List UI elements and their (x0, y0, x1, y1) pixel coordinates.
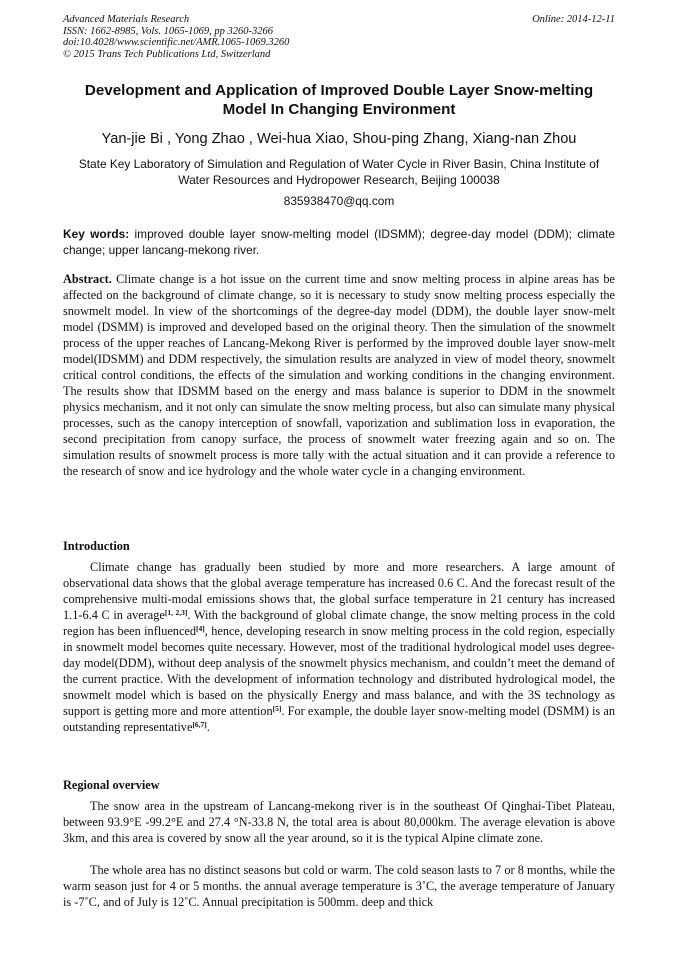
title-line-2: Model In Changing Environment (222, 100, 456, 118)
keywords-block (63, 227, 615, 258)
keywords-text: improved double layer snow-melting model (IDSMM); degree-day model (DDM); climate change; upper lancang-mekong river. (63, 227, 615, 257)
abstract-text: Climate change is a hot issue on the current time and snow melting process in alpine areas has be affected on the background of climate change, so it is necessary to study snow melting process especially the snowmelt model. In view of the shortcomings of the degree-day model (DDM), the double layer snow-melt model (DSMM) is improved and developed based on the original theory. Then the simulation of the snowmelt process of the upper reaches of Lancang-Mekong River is performed by the improved double layer snow-melt model(IDSMM) and DDM respectively, the simulation results are analyzed in view of model theory, snowmelt critical control conditions, the effects of the simulation and working conditions in the changing environment. The results show that IDSMM based on the energy and mass balance is superior to DDM in the snowmelt physics mechanism, and it not only can simulate the snow melting process, but also can simulate many physical processes, such as the canopy interception of snowfall, vaporization and sublimation loss in evaporation, the second precipitation from canopy surface, the process of snowmelt water freezing again and so on. The simulation results of snowmelt process is more tally with the actual situation and it can provide a reference to the research of snow and ice hydrology and the whole water cycle in a changing environment. (63, 272, 615, 478)
introduction-heading: Introduction (63, 539, 130, 553)
citation-ref: [5] (272, 704, 282, 713)
author-list: Yan-jie Bi , Yong Zhao , Wei-hua Xiao, Shou-ping Zhang, Xiang-nan Zhou (101, 131, 577, 147)
intro-text-4: . For example, the double layer snow-melting model (DSMM) is an outstanding representative (63, 704, 615, 734)
issn-line: ISSN: 1662-8985, Vols. 1065-1069, pp 3260-3266 (63, 25, 273, 37)
intro-text-5: . (206, 720, 210, 734)
intro-text-1: Climate change has gradually been studied by more and more researchers. A large amount of observational data shows that the global average temperature has increased 0.6 C. And the forecast result of the comprehensive multi-modal emissions shows that, the global surface temperature in 21 century has increased 1.1-6.4 C in average (63, 560, 615, 622)
doi-line[interactable]: doi:10.4028/www.scientific.net/AMR.1065-1069.3260 (63, 37, 290, 49)
abstract-block (63, 271, 615, 479)
journal-header (63, 14, 463, 60)
citation-ref: [6,7] (192, 720, 207, 729)
regional-overview-heading: Regional overview (63, 778, 160, 792)
journal-name: Advanced Materials Research (63, 14, 190, 25)
keywords-label: Key words: (63, 227, 130, 241)
paper-title (63, 82, 615, 119)
online-date: Online: 2014-12-11 (532, 14, 615, 25)
introduction-paragraph (63, 559, 615, 735)
title-line-1: Development and Application of Improved Double Layer Snow-melting (84, 82, 594, 99)
intro-text-2: . With the background of global climate change, the snow melting process in the cold region has been influenced (63, 608, 615, 638)
intro-text-3: , hence, developing research in snow melting process in the cold region, especially in snowmelt model becomes quite necessary. However, most of the traditional hydrological model uses degree-day model(DDM), without deep analysis of the snowmelt physics mechanism, and couldn’t meet the demand of the current practice. With the development of information technology and distributed hydrological model, the snowmelt model which is based on the physically Energy and mass balance, and with the 3S technology as support is getting more and more attention (63, 624, 615, 718)
abstract-label: Abstract. (63, 272, 112, 286)
citation-ref: [1, 2,3] (164, 608, 188, 617)
author-email[interactable]: 835938470@qq.com (283, 194, 395, 208)
regional-paragraph-2: The whole area has no distinct seasons but cold or warm. The cold season lasts to 7 or 8 months, while the warm season just for 4 or 5 months. the annual average temperature is 3˚C, the average temperature of January is -7˚C, and of July is 12˚C. Annual precipitation is 500mm. deep and thick (63, 863, 615, 909)
citation-ref: [4] (196, 624, 205, 633)
copyright-line: © 2015 Trans Tech Publications Ltd, Switzerland (63, 48, 271, 60)
regional-paragraph-1: The snow area in the upstream of Lancang-mekong river is in the southeast Of Qinghai-Tibet Plateau, between 93.9°E -99.2°E and 27.4 °N-33.8 N, the total area is about 80,000km. The average elevation is above 3km, and this area is covered by snow all the year around, so it is the typical Alpine climate zone. (63, 799, 615, 845)
affiliation: State Key Laboratory of Simulation and Regulation of Water Cycle in River Basin, China Institute of Water Resources and Hydropower Research, Beijing 100038 (78, 157, 600, 187)
